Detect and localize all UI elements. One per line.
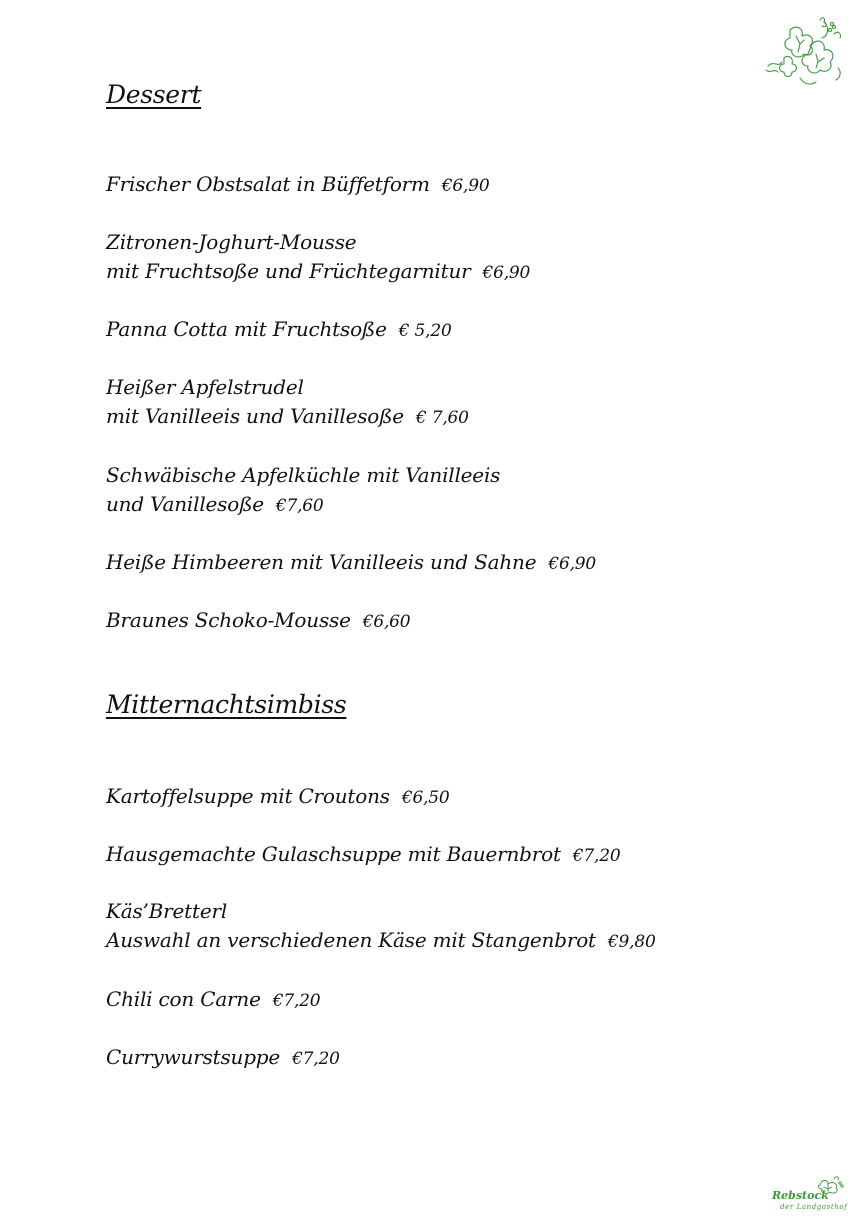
item-line: mit Fruchtsoße und Früchtegarnitur €6,90 — [106, 259, 531, 283]
menu-item — [106, 315, 452, 346]
menu-item — [106, 606, 410, 637]
section-title-mitternachtsimbiss: Mitternachtsimbiss — [106, 690, 347, 719]
menu-item — [106, 782, 450, 813]
item-line: Heißer Apfelstrudel — [106, 375, 304, 399]
menu-item — [106, 985, 320, 1016]
item-line: Zitronen-Joghurt-Mousse — [106, 230, 357, 254]
menu-item — [106, 228, 530, 288]
rebstock-logo — [766, 1173, 848, 1217]
logo-subtitle-text: der Landgasthof — [780, 1203, 848, 1211]
item-price: €6,90 — [482, 263, 531, 283]
item-line: Panna Cotta mit Fruchtsoße € 5,20 — [106, 317, 452, 341]
grapevine-logo-icon — [760, 10, 848, 98]
item-line: Currywurstsuppe €7,20 — [106, 1045, 340, 1069]
item-price: €7,20 — [292, 1049, 340, 1069]
item-line: Hausgemachte Gulaschsuppe mit Bauernbrot €7,20 — [106, 842, 621, 866]
menu-item — [106, 897, 656, 957]
item-price: €6,50 — [401, 788, 450, 808]
item-price: € 5,20 — [398, 321, 452, 341]
menu-item — [106, 1043, 340, 1074]
logo-brand-text: Rebstock — [772, 1189, 829, 1202]
section-title-dessert: Dessert — [106, 80, 202, 109]
item-line: Kartoffelsuppe mit Croutons €6,50 — [106, 784, 450, 808]
menu-item — [106, 548, 596, 579]
item-price: € 7,60 — [415, 408, 469, 428]
item-price: €6,60 — [362, 612, 411, 632]
item-line: Braunes Schoko-Mousse €6,60 — [106, 608, 411, 632]
item-price: €6,90 — [548, 554, 597, 574]
item-line: Frischer Obstsalat in Büffetform €6,90 — [106, 172, 490, 196]
item-price: €7,20 — [272, 991, 321, 1011]
item-price: €7,60 — [275, 496, 324, 516]
menu-item — [106, 373, 469, 433]
menu-item — [106, 840, 620, 871]
menu-item — [106, 170, 489, 201]
item-line: Auswahl an verschiedenen Käse mit Stangenbrot €9,80 — [106, 928, 656, 952]
item-price: €9,80 — [607, 932, 656, 952]
item-line: und Vanillesoße €7,60 — [106, 492, 324, 516]
item-line: Heiße Himbeeren mit Vanilleeis und Sahne €6,90 — [106, 550, 597, 574]
item-line: Käs’Bretterl — [106, 899, 228, 923]
item-line: Schwäbische Apfelküchle mit Vanilleeis — [106, 463, 501, 487]
menu-item — [106, 461, 500, 521]
item-line: mit Vanilleeis und Vanillesoße € 7,60 — [106, 404, 469, 428]
item-line: Chili con Carne €7,20 — [106, 987, 321, 1011]
item-price: €7,20 — [572, 846, 621, 866]
item-price: €6,90 — [441, 176, 490, 196]
